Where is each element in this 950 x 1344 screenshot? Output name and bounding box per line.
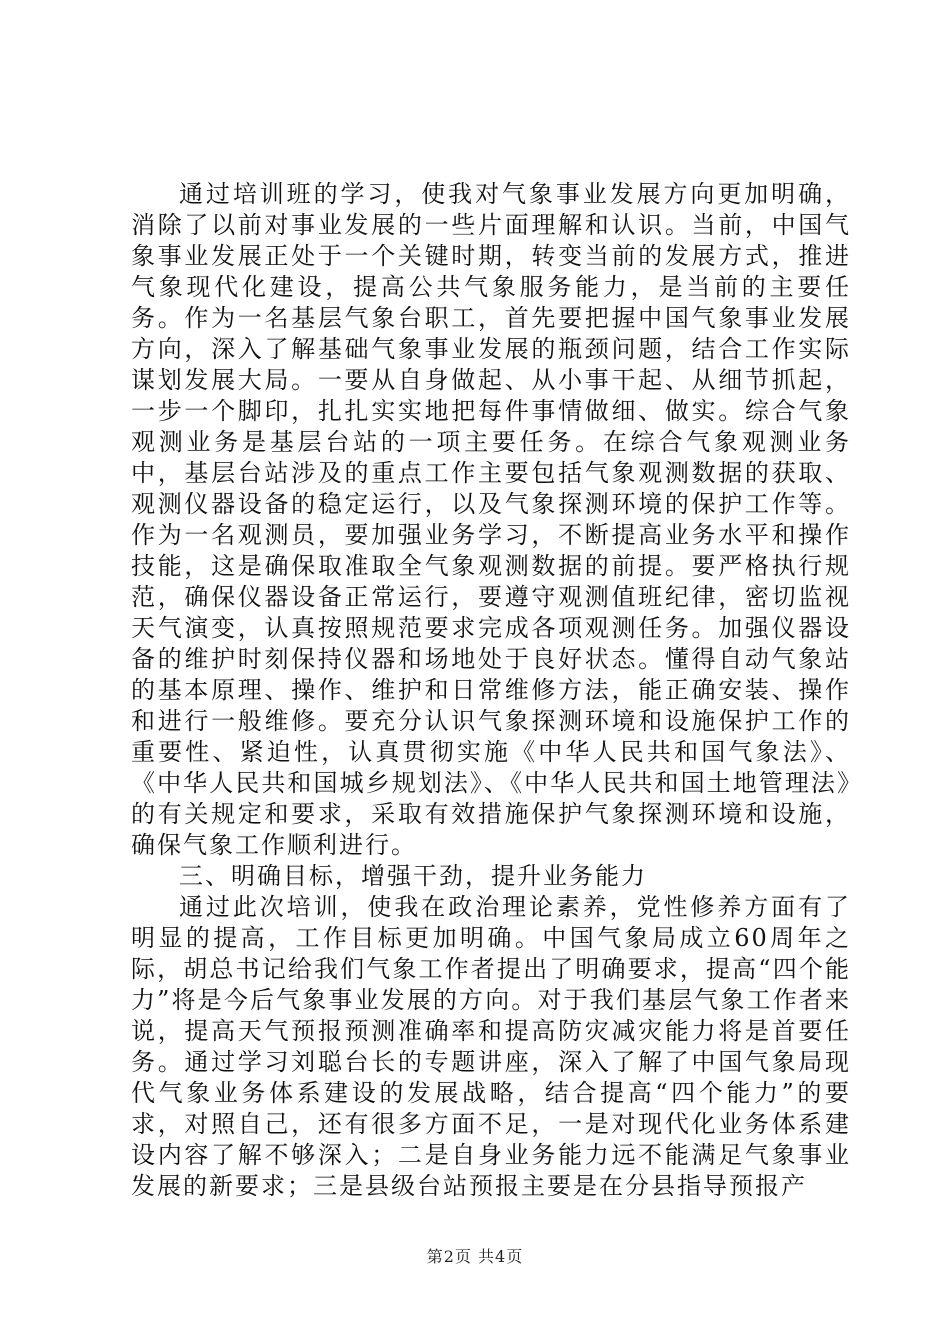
section-heading: 三、明确目标，增强干劲，提升业务能力 — [179, 862, 647, 890]
document-body — [131, 179, 851, 1202]
paragraph-training: 通过此次培训，使我在政治理论素养，党性修养方面有了明显的提高，工作目标更加明确。中国气象局成立60周年之际，胡总书记给我们气象工作者提出了明确要求，提高“四个能力”将是今后气象事业发展的方向。对于我们基层气象工作者来说，提高天气预报预测准确率和提高防灾减灾能力将是首要任务。通过学习刘聪台长的专题讲座，深入了解了中国气象局现代气象业务体系建设的发展战略，结合提高“四个能力”的要求，对照自己，还有很多方面不足，一是对现代化业务体系建设内容了解不够深入；二是自身业务能力远不能满足气象事业发展的新要求；三是县级台站预报主要是在分县指导预报产 — [131, 893, 851, 1200]
paragraph-observation: 通过培训班的学习，使我对气象事业发展方向更加明确，消除了以前对事业发展的一些片面理解和认识。当前，中国气象事业发展正处于一个关键时期，转变当前的发展方式，推进气象现代化建设，提高公共气象服务能力，是当前的主要任务。作为一名基层气象台职工，首先要把握中国气象事业发展方向，深入了解基础气象事业发展的瓶颈问题，结合工作实际谋划发展大局。一要从自身做起、从小事干起、从细节抓起，一步一个脚印，扎扎实实地把每件事情做细、做实。综合气象观测业务是基层台站的一项主要任务。在综合气象观测业务中，基层台站涉及的重点工作主要包括气象观测数据的获取、观测仪器设备的稳定运行，以及气象探测环境的保护工作等。作为一名观测员，要加强业务学习，不断提高业务水平和操作技能，这是确保取准取全气象观测数据的前提。要严格执行规范，确保仪器设备正常运行，要遵守观测值班纪律，密切监视天气演变，认真按照规范要求完成各项观测任务。加强仪器设备的维护时刻保持仪器和场地处于良好状态。懂得自动气象站的基本原理、操作、维护和日常维修方法，能正确安装、操作和进行一般维修。要充分认识气象探测环境和设施保护工作的重要性、紧迫性，认真贯彻实施《中华人民共和国气象法》、《中华人民共和国城乡规划法》、《中华人民共和国土地管理法》的有关规定和要求，采取有效措施保护气象探测环境和设施，确保气象工作顺利进行。 — [131, 180, 851, 859]
page-number-footer: 第2页 共4页 — [426, 1247, 524, 1266]
